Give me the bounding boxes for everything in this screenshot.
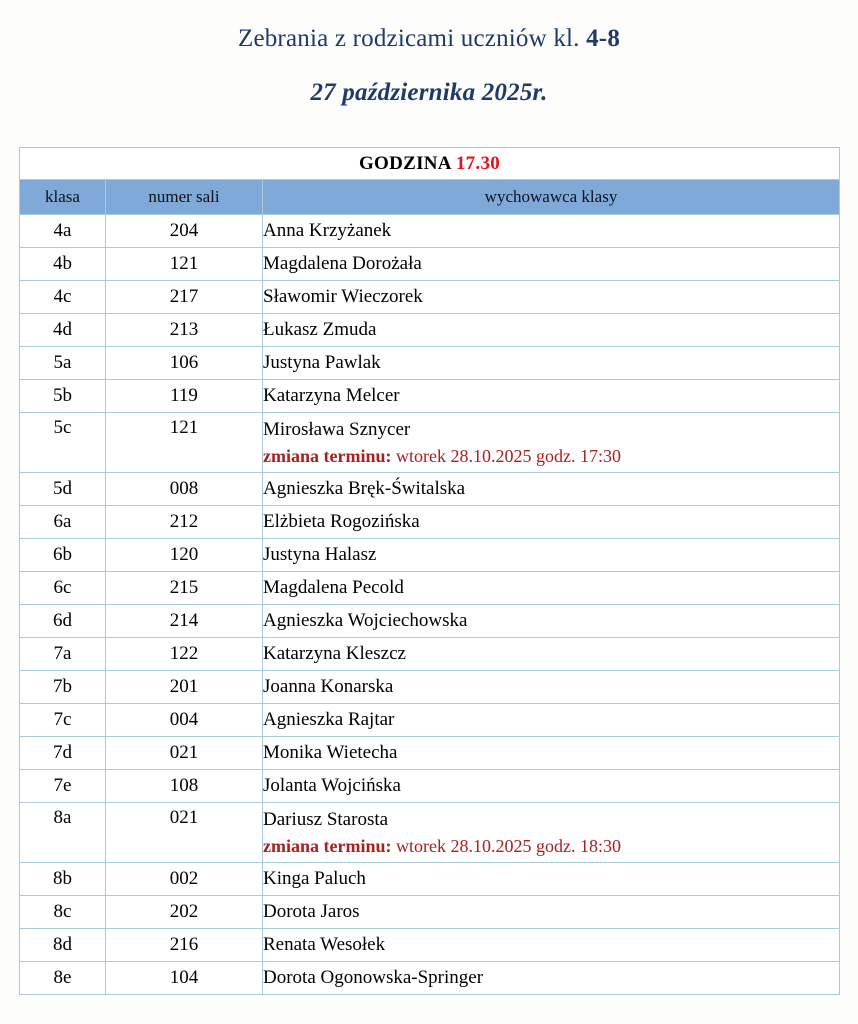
cell-klasa: 6a (20, 506, 106, 539)
teacher-name: Kinga Paluch (263, 868, 366, 889)
reschedule-note-label: zmiana terminu: (263, 836, 392, 856)
reschedule-note-body: wtorek 28.10.2025 godz. 17:30 (391, 446, 621, 466)
cell-wychowawca (263, 770, 840, 803)
table-row (20, 380, 840, 413)
cell-klasa: 5b (20, 380, 106, 413)
cell-numer-sali: 122 (106, 638, 263, 671)
teacher-name: Magdalena Pecold (263, 577, 404, 598)
banner-row (20, 148, 840, 180)
teacher-name: Agnieszka Rajtar (263, 709, 395, 730)
table-row (20, 929, 840, 962)
cell-klasa: 8e (20, 962, 106, 995)
cell-wychowawca (263, 248, 840, 281)
cell-klasa: 7d (20, 737, 106, 770)
cell-numer-sali: 104 (106, 962, 263, 995)
teacher-name: Mirosława Sznycer (263, 419, 411, 440)
cell-klasa: 5a (20, 347, 106, 380)
cell-wychowawca (263, 572, 840, 605)
cell-numer-sali: 212 (106, 506, 263, 539)
cell-klasa: 6b (20, 539, 106, 572)
cell-klasa: 4d (20, 314, 106, 347)
cell-numer-sali: 004 (106, 704, 263, 737)
table-row (20, 413, 840, 473)
cell-wychowawca (263, 473, 840, 506)
cell-numer-sali: 216 (106, 929, 263, 962)
teacher-name: Agnieszka Wojciechowska (263, 610, 468, 631)
column-header-wychowawca: wychowawca klasy (263, 180, 840, 215)
cell-wychowawca (263, 281, 840, 314)
table-row (20, 281, 840, 314)
table-row (20, 737, 840, 770)
cell-wychowawca (263, 605, 840, 638)
cell-wychowawca (263, 215, 840, 248)
table-row (20, 506, 840, 539)
table-head (20, 148, 840, 215)
cell-wychowawca (263, 737, 840, 770)
cell-numer-sali: 021 (106, 803, 263, 863)
hour-banner-label: GODZINA (358, 152, 456, 174)
table-row (20, 671, 840, 704)
teacher-name: Monika Wietecha (263, 742, 398, 763)
teacher-name: Katarzyna Melcer (263, 385, 400, 406)
table-row (20, 473, 840, 506)
teacher-name: Agnieszka Bręk-Świtalska (263, 478, 466, 499)
page-title-text: Zebrania z rodzicami uczniów kl. (237, 25, 587, 52)
table-row (20, 638, 840, 671)
hour-banner (20, 148, 840, 180)
teacher-name: Elżbieta Rogozińska (263, 511, 420, 532)
schedule-table-wrapper (19, 147, 839, 995)
cell-numer-sali: 106 (106, 347, 263, 380)
table-row (20, 605, 840, 638)
teacher-name: Renata Wesołek (263, 934, 386, 955)
hour-banner-time: 17.30 (455, 152, 501, 174)
cell-numer-sali: 120 (106, 539, 263, 572)
cell-klasa: 4c (20, 281, 106, 314)
teacher-name: Magdalena Dorożała (263, 253, 422, 274)
teacher-name: Jolanta Wojcińska (263, 775, 401, 796)
cell-klasa: 7b (20, 671, 106, 704)
cell-klasa: 6d (20, 605, 106, 638)
cell-wychowawca (263, 539, 840, 572)
cell-numer-sali: 002 (106, 863, 263, 896)
cell-numer-sali: 108 (106, 770, 263, 803)
cell-wychowawca (263, 803, 840, 863)
cell-klasa: 7a (20, 638, 106, 671)
cell-numer-sali: 121 (106, 413, 263, 473)
cell-numer-sali: 201 (106, 671, 263, 704)
cell-klasa: 5d (20, 473, 106, 506)
cell-klasa: 4a (20, 215, 106, 248)
page-title (0, 0, 858, 110)
cell-klasa: 7c (20, 704, 106, 737)
teacher-name: Joanna Konarska (263, 676, 394, 697)
cell-wychowawca (263, 704, 840, 737)
cell-numer-sali: 121 (106, 248, 263, 281)
cell-wychowawca (263, 896, 840, 929)
cell-wychowawca (263, 413, 840, 473)
cell-wychowawca (263, 347, 840, 380)
teacher-name: Anna Krzyżanek (263, 220, 392, 241)
column-header-klasa: klasa (20, 180, 106, 215)
teacher-name: Justyna Pawlak (263, 352, 381, 373)
cell-wychowawca (263, 638, 840, 671)
cell-numer-sali: 213 (106, 314, 263, 347)
cell-wychowawca (263, 314, 840, 347)
cell-klasa: 5c (20, 413, 106, 473)
cell-wychowawca (263, 671, 840, 704)
table-row (20, 770, 840, 803)
cell-numer-sali: 008 (106, 473, 263, 506)
table-row (20, 704, 840, 737)
reschedule-note (263, 443, 839, 470)
cell-klasa: 8b (20, 863, 106, 896)
cell-klasa: 8d (20, 929, 106, 962)
table-row (20, 248, 840, 281)
table-row (20, 539, 840, 572)
page-title-date: 27 października 2025r. (310, 79, 548, 106)
cell-numer-sali: 202 (106, 896, 263, 929)
teacher-name: Sławomir Wieczorek (263, 286, 423, 307)
cell-klasa: 8c (20, 896, 106, 929)
cell-wychowawca (263, 863, 840, 896)
table-row (20, 863, 840, 896)
cell-numer-sali: 217 (106, 281, 263, 314)
teacher-name: Justyna Halasz (263, 544, 377, 565)
cell-klasa: 4b (20, 248, 106, 281)
schedule-table (19, 147, 840, 995)
teacher-name: Dariusz Starosta (263, 809, 389, 830)
cell-wychowawca (263, 929, 840, 962)
table-row (20, 803, 840, 863)
cell-numer-sali: 215 (106, 572, 263, 605)
table-row (20, 314, 840, 347)
cell-klasa: 8a (20, 803, 106, 863)
reschedule-note-body: wtorek 28.10.2025 godz. 18:30 (391, 836, 621, 856)
reschedule-note (263, 833, 839, 860)
cell-numer-sali: 214 (106, 605, 263, 638)
table-row (20, 896, 840, 929)
cell-wychowawca (263, 962, 840, 995)
table-row (20, 962, 840, 995)
teacher-name: Dorota Ogonowska-Springer (263, 967, 484, 988)
cell-numer-sali: 021 (106, 737, 263, 770)
cell-klasa: 7e (20, 770, 106, 803)
cell-klasa: 6c (20, 572, 106, 605)
page-title-line-1 (0, 22, 858, 56)
teacher-name: Katarzyna Kleszcz (263, 643, 406, 664)
table-row (20, 572, 840, 605)
column-header-numer-sali: numer sali (106, 180, 263, 215)
reschedule-note-label: zmiana terminu: (263, 446, 392, 466)
cell-numer-sali: 119 (106, 380, 263, 413)
table-row (20, 347, 840, 380)
cell-wychowawca (263, 506, 840, 539)
page-title-grades: 4-8 (586, 25, 621, 52)
teacher-name: Łukasz Zmuda (263, 319, 377, 340)
column-header-row (20, 180, 840, 215)
teacher-name: Dorota Jaros (263, 901, 360, 922)
cell-numer-sali: 204 (106, 215, 263, 248)
cell-wychowawca (263, 380, 840, 413)
table-row (20, 215, 840, 248)
table-body (20, 215, 840, 995)
